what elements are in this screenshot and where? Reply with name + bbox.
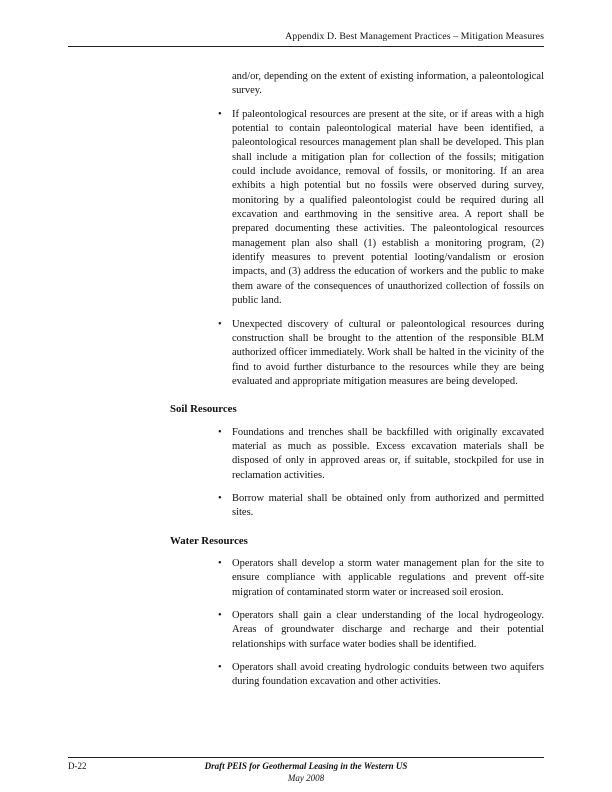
soil-bullet-2: • Borrow material shall be obtained only from authorized and permitted sites.: [218, 492, 544, 521]
paleontology-bullet-2: • Unexpected discovery of cultural or paleontological resources during construction shall be brought to the attention of the responsible BLM authorized officer immediately. Work shall be halted in the vicinity of the find to avoid further disturbance to the resources while they are being evaluated and appropriate mitigation measures are being developed.: [218, 318, 544, 390]
footer-row: [68, 761, 544, 772]
water-bullet-1: • Operators shall develop a storm water management plan for the site to ensure compliance with applicable regulations and prevent off-site migration of contaminated storm water or increased soil erosion.: [218, 557, 544, 600]
soil-bullet-1: • Foundations and trenches shall be backfilled with originally excavated material as much as possible. Excess excavation materials shall be disposed of only in approved areas or, if suitable, stockpiled for use in reclamation activities.: [218, 426, 544, 483]
paleontology-bullet-1: • If paleontological resources are present at the site, or if areas with a high potential to contain paleontological material have been identified, a paleontological resources management plan shall be developed. This plan shall include a mitigation plan for collection of the fossils; mitigation could include avoidance, removal of fossils, or monitoring. If an area exhibits a high potential but no fossils were observed during survey, monitoring by a qualified paleontologist could be required during all excavation and earthmoving in the sensitive area. A report shall be prepared documenting these activities. The paleontological resources management plan also shall (1) establish a monitoring program, (2) identify measures to prevent potential looting/vandalism or erosion impacts, and (3) address the education of workers and the public to make them aware of the consequences of unauthorized collection of fossils on public land.: [218, 108, 544, 309]
page-footer: [68, 757, 544, 784]
section-heading-water-resources: Water Resources: [170, 534, 248, 547]
continuation-paragraph: and/or, depending on the extent of existing information, a paleontological survey.: [232, 71, 544, 97]
footer-date: May 2008: [287, 773, 325, 783]
page-number: D-22: [68, 761, 87, 771]
header-title: Appendix D. Best Management Practices – Mitigation Measures: [285, 31, 544, 42]
page-content: [170, 70, 544, 690]
section-heading-soil-resources: Soil Resources: [170, 403, 237, 416]
water-bullet-3: • Operators shall avoid creating hydrologic conduits between two aquifers during foundation excavation and other activities.: [218, 661, 544, 690]
footer-document-title: Draft PEIS for Geothermal Leasing in the Western US: [204, 761, 408, 771]
water-bullet-2: • Operators shall gain a clear understanding of the local hydrogeology. Areas of groundwater discharge and recharge and their potential relationships with surface water bodies shall be identified.: [218, 609, 544, 652]
running-header: [68, 0, 544, 47]
